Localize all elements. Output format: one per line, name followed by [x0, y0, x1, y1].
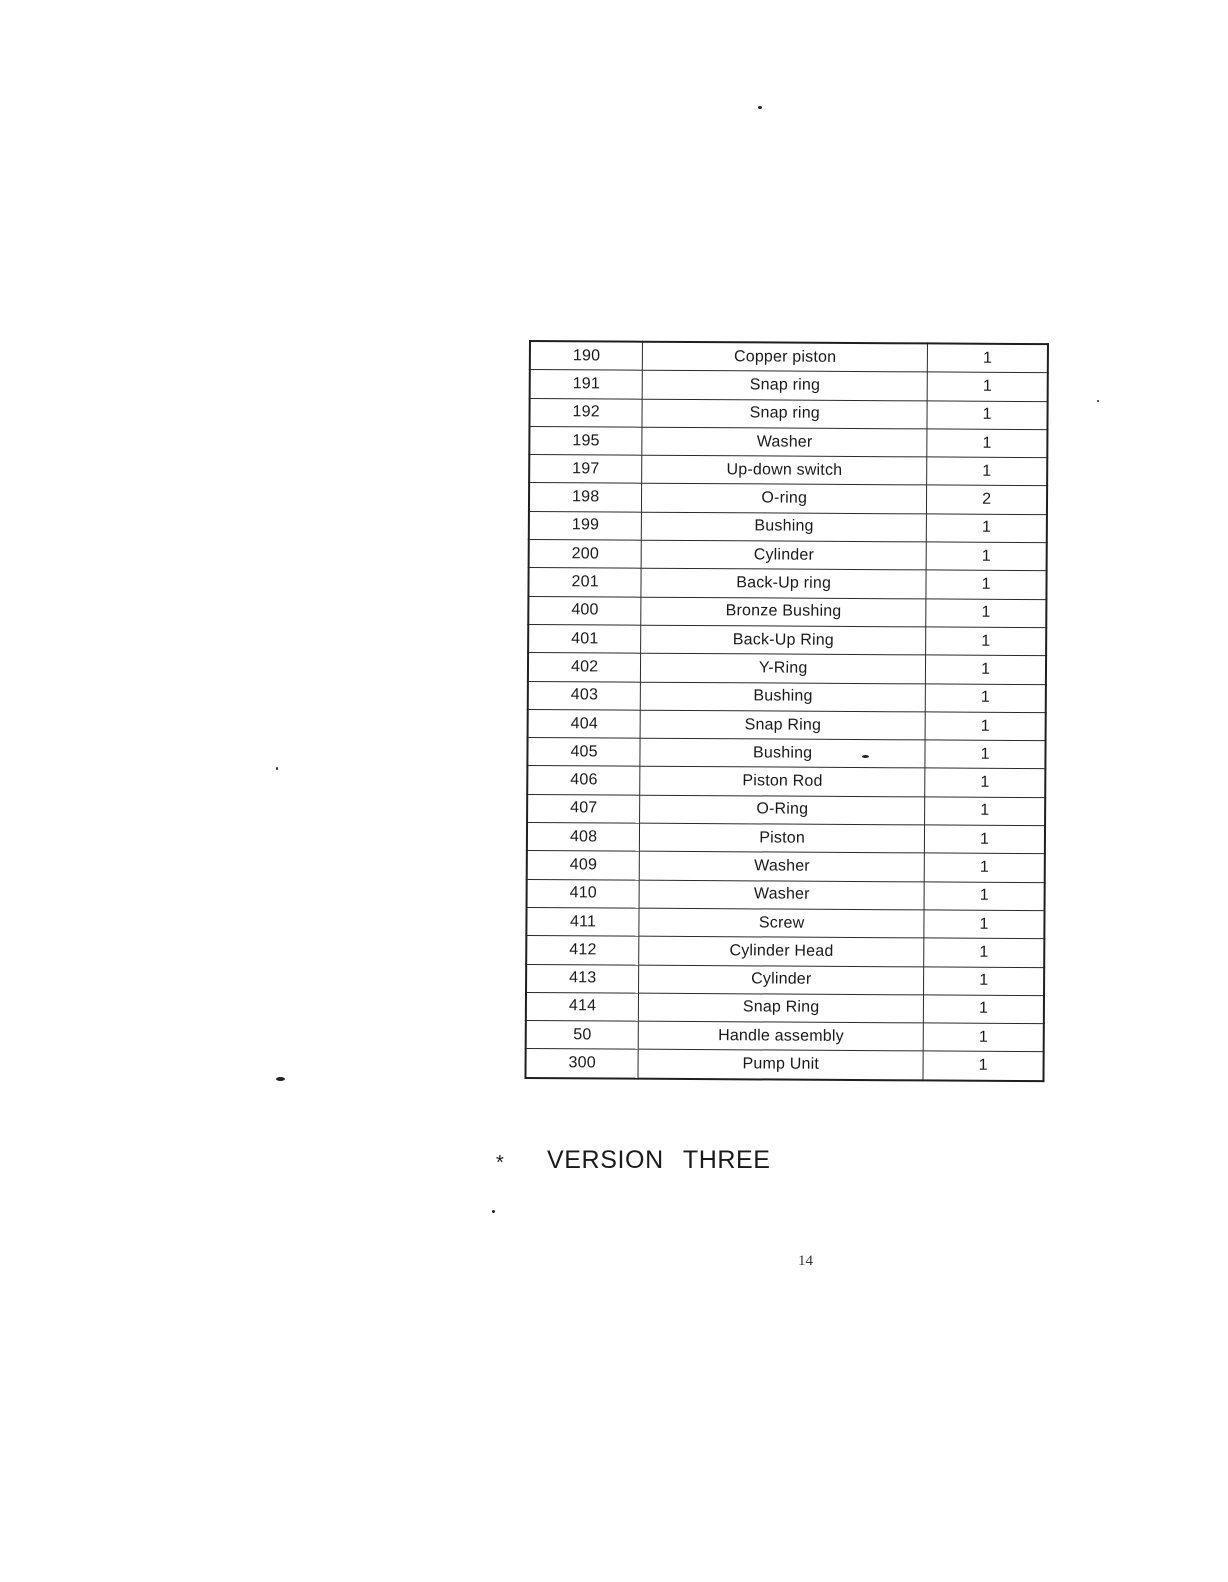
table-row [526, 992, 1044, 1023]
table-row [527, 879, 1045, 910]
table-row [527, 794, 1045, 825]
part-quantity-cell: 1 [924, 853, 1045, 882]
part-number-cell: 402 [528, 653, 641, 682]
part-number-cell: 410 [527, 879, 640, 908]
parts-list-table [524, 340, 1049, 1082]
part-quantity-cell: 1 [927, 372, 1048, 401]
part-description-cell: Bushing [642, 512, 927, 542]
part-number-cell: 197 [529, 455, 642, 484]
part-description-cell: Copper piston [643, 342, 928, 373]
part-quantity-cell: 2 [927, 485, 1048, 514]
part-description-cell: Piston [640, 823, 925, 853]
scan-speck [276, 1077, 285, 1081]
table-row [530, 341, 1048, 373]
table-row [526, 907, 1044, 938]
part-quantity-cell: 1 [925, 740, 1046, 769]
part-number-cell: 50 [526, 1021, 639, 1050]
part-number-cell: 412 [526, 936, 639, 965]
scan-speck [276, 767, 278, 770]
part-quantity-cell: 1 [925, 797, 1046, 826]
scan-speck [1097, 400, 1099, 402]
part-quantity-cell: 1 [925, 712, 1046, 741]
table-row [527, 766, 1045, 797]
scan-speck [758, 106, 762, 109]
part-quantity-cell: 1 [926, 655, 1047, 684]
table-row [529, 483, 1047, 514]
scan-speck [862, 755, 869, 758]
part-number-cell: 406 [527, 766, 640, 795]
part-number-cell: 403 [528, 681, 641, 710]
part-number-cell: 300 [525, 1049, 638, 1078]
part-number-cell: 198 [529, 483, 642, 512]
table-row [526, 1021, 1044, 1052]
part-number-cell: 414 [526, 992, 639, 1021]
part-description-cell: Bushing [641, 682, 926, 712]
part-quantity-cell: 1 [927, 343, 1048, 373]
part-number-cell: 400 [528, 596, 641, 625]
part-quantity-cell: 1 [924, 938, 1045, 967]
table-row [529, 426, 1047, 457]
table-row [529, 511, 1047, 542]
part-number-cell: 405 [527, 738, 640, 767]
part-number-cell: 411 [526, 907, 639, 936]
parts-table-body [525, 341, 1047, 1081]
part-description-cell: Cylinder [639, 965, 924, 995]
part-number-cell: 200 [529, 540, 642, 569]
table-row [526, 936, 1044, 967]
part-description-cell: Bronze Bushing [641, 597, 926, 627]
part-description-cell: Pump Unit [638, 1050, 923, 1081]
page-number: 14 [798, 1253, 813, 1269]
part-description-cell: Washer [642, 427, 927, 457]
table-row [527, 823, 1045, 854]
part-number-cell: 195 [529, 426, 642, 455]
table-row [528, 709, 1046, 740]
part-number-cell: 190 [530, 341, 643, 370]
table-row [528, 596, 1046, 627]
table-row [528, 653, 1046, 684]
table-row [529, 540, 1047, 571]
part-number-cell: 199 [529, 511, 642, 540]
part-description-cell: Snap Ring [640, 710, 925, 740]
table-row [525, 1049, 1043, 1081]
part-number-cell: 413 [526, 964, 639, 993]
part-quantity-cell: 1 [926, 627, 1047, 656]
part-quantity-cell: 1 [923, 995, 1044, 1024]
part-quantity-cell: 1 [926, 514, 1047, 543]
part-number-cell: 408 [527, 823, 640, 852]
part-number-cell: 407 [527, 794, 640, 823]
part-description-cell: Y-Ring [641, 653, 926, 683]
part-quantity-cell: 1 [924, 910, 1045, 939]
part-quantity-cell: 1 [927, 457, 1048, 486]
part-number-cell: 201 [528, 568, 641, 597]
part-description-cell: Washer [639, 880, 924, 910]
part-description-cell: Bushing [640, 738, 925, 768]
version-marker: * [496, 1152, 504, 1174]
part-quantity-cell: 1 [924, 825, 1045, 854]
part-number-cell: 404 [528, 709, 641, 738]
part-quantity-cell: 1 [926, 570, 1047, 599]
part-description-cell: Snap ring [642, 399, 927, 429]
part-quantity-cell: 1 [924, 966, 1045, 995]
part-quantity-cell: 1 [927, 429, 1048, 458]
part-quantity-cell: 1 [923, 1051, 1044, 1081]
part-quantity-cell: 1 [923, 1023, 1044, 1052]
part-description-cell: Back-Up Ring [641, 625, 926, 655]
part-number-cell: 192 [529, 398, 642, 427]
part-number-cell: 191 [530, 370, 643, 399]
part-quantity-cell: 1 [927, 401, 1048, 430]
part-number-cell: 409 [527, 851, 640, 880]
part-number-cell: 401 [528, 624, 641, 653]
table-row [527, 851, 1045, 882]
table-row [530, 370, 1048, 401]
scan-speck [492, 1210, 495, 1213]
part-description-cell: O-ring [642, 484, 927, 514]
part-description-cell: Handle assembly [638, 1021, 923, 1051]
part-description-cell: Piston Rod [640, 767, 925, 797]
part-quantity-cell: 1 [925, 768, 1046, 797]
part-description-cell: Back-Up ring [641, 569, 926, 599]
part-quantity-cell: 1 [924, 882, 1045, 911]
table-row [526, 964, 1044, 995]
part-quantity-cell: 1 [926, 542, 1047, 571]
table-row [528, 624, 1046, 655]
table-row [527, 738, 1045, 769]
version-label: VERSION THREE [547, 1146, 771, 1174]
table-row [528, 568, 1046, 599]
part-description-cell: Snap Ring [639, 993, 924, 1023]
part-quantity-cell: 1 [925, 683, 1046, 712]
part-description-cell: Washer [640, 852, 925, 882]
part-description-cell: Cylinder [641, 540, 926, 570]
part-description-cell: Snap ring [642, 370, 927, 400]
part-quantity-cell: 1 [926, 599, 1047, 628]
table-row [529, 398, 1047, 429]
table-row [528, 681, 1046, 712]
table-row [529, 455, 1047, 486]
part-description-cell: Screw [639, 908, 924, 938]
part-description-cell: Up-down switch [642, 455, 927, 485]
part-description-cell: Cylinder Head [639, 936, 924, 966]
part-description-cell: O-Ring [640, 795, 925, 825]
